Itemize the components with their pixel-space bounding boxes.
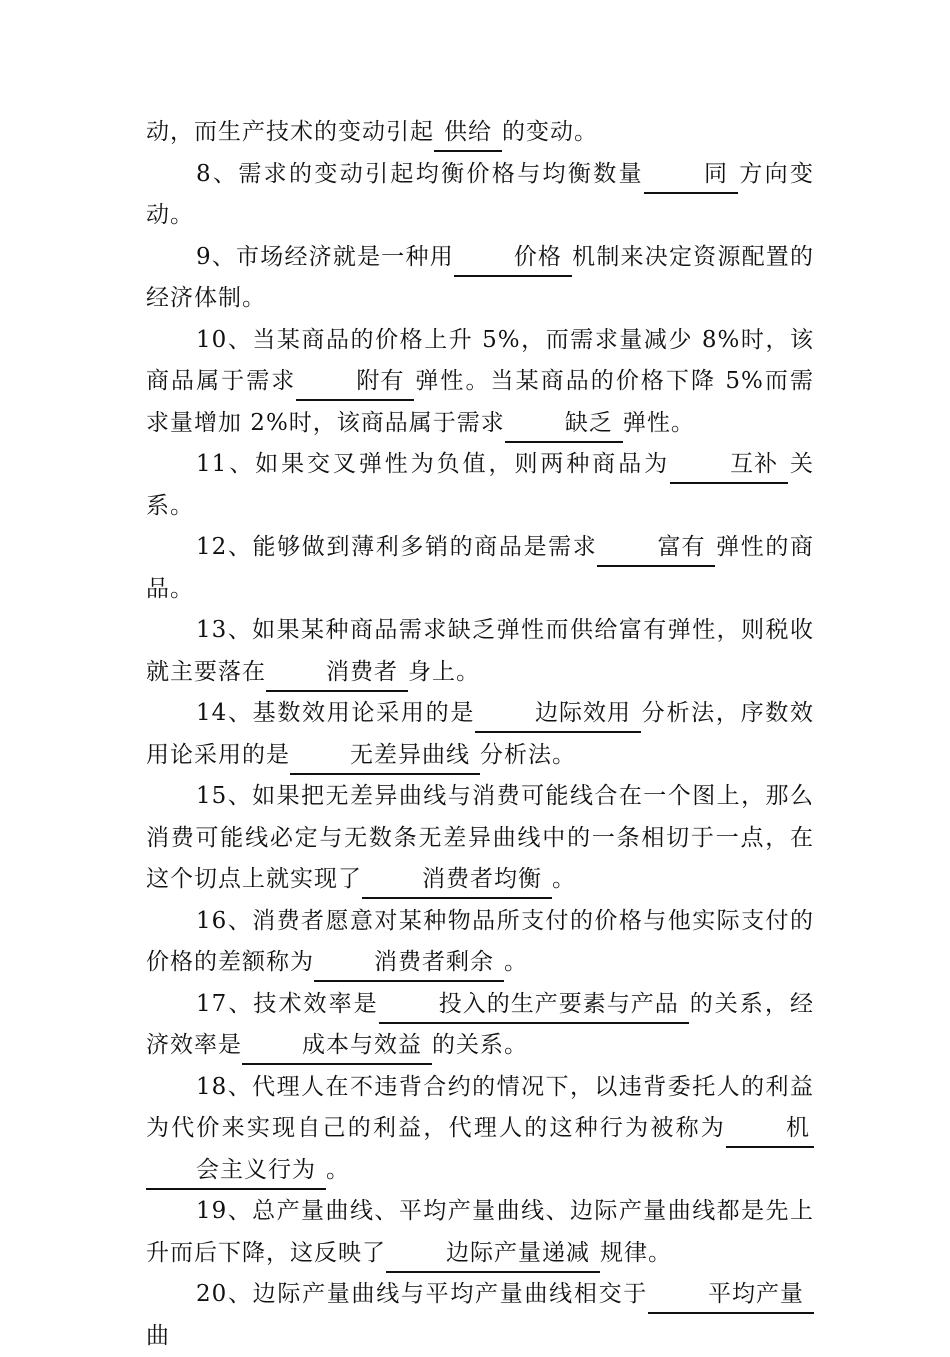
paragraph-text: 的关系，经济效率是	[146, 990, 814, 1058]
paragraph-text: 17、技术效率是	[196, 990, 379, 1017]
paragraph-text: 弹性。	[622, 409, 695, 436]
paragraph-text: 10、当某商品的价格上升 5%，而需求量减少 8%时，该商品属于需求	[146, 326, 814, 394]
fill-in-blank-answer: 互补	[670, 446, 788, 484]
paragraph-text: 11、如果交叉弹性为负值，则两种商品为	[196, 451, 671, 477]
paragraph-text: 曲	[146, 1322, 170, 1349]
paragraph-text: 16、消费者愿意对某种物品所支付的价格与他实际支付的价格的差额称为	[146, 907, 814, 975]
paragraph-text: 18、代理人在不违背合约的情况下，以违背委托人的利益为代价来实现自己的利益，代理人的这种行为被称为	[146, 1073, 814, 1141]
fill-in-blank-answer: 富有	[597, 529, 715, 567]
paragraph-text: 的关系。	[432, 1032, 528, 1058]
fill-in-blank-answer: 边际产量递减	[386, 1235, 600, 1273]
fill-in-blank-answer: 同	[644, 156, 738, 194]
paragraph-text: 8、需求的变动引起均衡价格与均衡数量	[196, 160, 644, 187]
paragraph	[146, 1191, 814, 1274]
fill-in-blank-answer: 投入的生产要素与产品	[379, 986, 689, 1024]
paragraph	[146, 776, 814, 901]
document-body	[146, 112, 814, 1357]
fill-in-blank-answer: 价格	[454, 239, 572, 277]
paragraph-text: 的变动。	[502, 119, 598, 145]
paragraph-text: 。	[504, 949, 528, 975]
fill-in-blank-answer: 边际效用	[475, 695, 641, 733]
paragraph-text: 。	[326, 1156, 350, 1183]
paragraph	[146, 901, 814, 984]
paragraph-text: 14、基数效用论采用的是	[196, 700, 476, 726]
fill-in-blank-answer: 机	[726, 1110, 814, 1148]
paragraph	[146, 693, 814, 776]
paragraph-text: 弹性的商品。	[146, 534, 814, 602]
fill-in-blank-answer: 会主义行为	[146, 1152, 326, 1190]
paragraph-text: 规律。	[600, 1239, 672, 1266]
paragraph	[146, 610, 814, 693]
paragraph-text: 机制来决定资源配置的经济体制。	[146, 243, 814, 311]
paragraph-text: 。	[552, 866, 576, 892]
paragraph	[146, 154, 814, 237]
paragraph	[146, 320, 814, 445]
fill-in-blank-answer: 成本与效益	[242, 1027, 432, 1065]
paragraph	[146, 237, 814, 320]
fill-in-blank-answer: 消费者均衡	[362, 861, 552, 899]
paragraph	[146, 984, 814, 1067]
fill-in-blank-answer: 附有	[296, 363, 414, 401]
paragraph-text: 身上。	[408, 658, 480, 685]
fill-in-blank-answer: 消费者	[266, 654, 408, 692]
paragraph-text: 13、如果某种商品需求缺乏弹性而供给富有弹性，则税收就主要落在	[146, 617, 814, 685]
paragraph-text: 15、如果把无差异曲线与消费可能线合在一个图上，那么消费可能线必定与无数条无差异曲线中的一条相切于一点，在这个切点上就实现了	[146, 783, 814, 892]
paragraph-text: 分析法。	[480, 741, 576, 768]
paragraph-text: 9、市场经济就是一种用	[196, 243, 454, 270]
paragraph	[146, 1067, 814, 1192]
paragraph	[146, 112, 814, 154]
paragraph-text: 20、边际产量曲线与平均产量曲线相交于	[196, 1281, 648, 1307]
paragraph-text: 分析法，序数效用论采用的是	[146, 700, 814, 768]
paragraph-text: 方向变动。	[146, 160, 815, 228]
fill-in-blank-answer: 无差异曲线	[290, 737, 480, 775]
paragraph	[146, 527, 814, 610]
paragraph-text: 弹性。当某商品的价格下降 5%而需求量增加 2%时，该商品属于需求	[146, 368, 814, 436]
paragraph-text: 动，而生产技术的变动引起	[146, 119, 434, 145]
paragraph-text: 关系。	[146, 451, 814, 519]
fill-in-blank-answer: 消费者剩余	[314, 944, 504, 982]
paragraph	[146, 1274, 814, 1357]
paragraph	[146, 444, 814, 527]
fill-in-blank-answer: 平均产量	[648, 1276, 814, 1314]
paragraph-text: 12、能够做到薄利多销的商品是需求	[196, 534, 598, 560]
fill-in-blank-answer: 供给	[434, 114, 502, 152]
fill-in-blank-answer: 缺乏	[505, 405, 623, 443]
paragraph-text: 19、总产量曲线、平均产量曲线、边际产量曲线都是先上升而后下降，这反映了	[146, 1198, 814, 1266]
